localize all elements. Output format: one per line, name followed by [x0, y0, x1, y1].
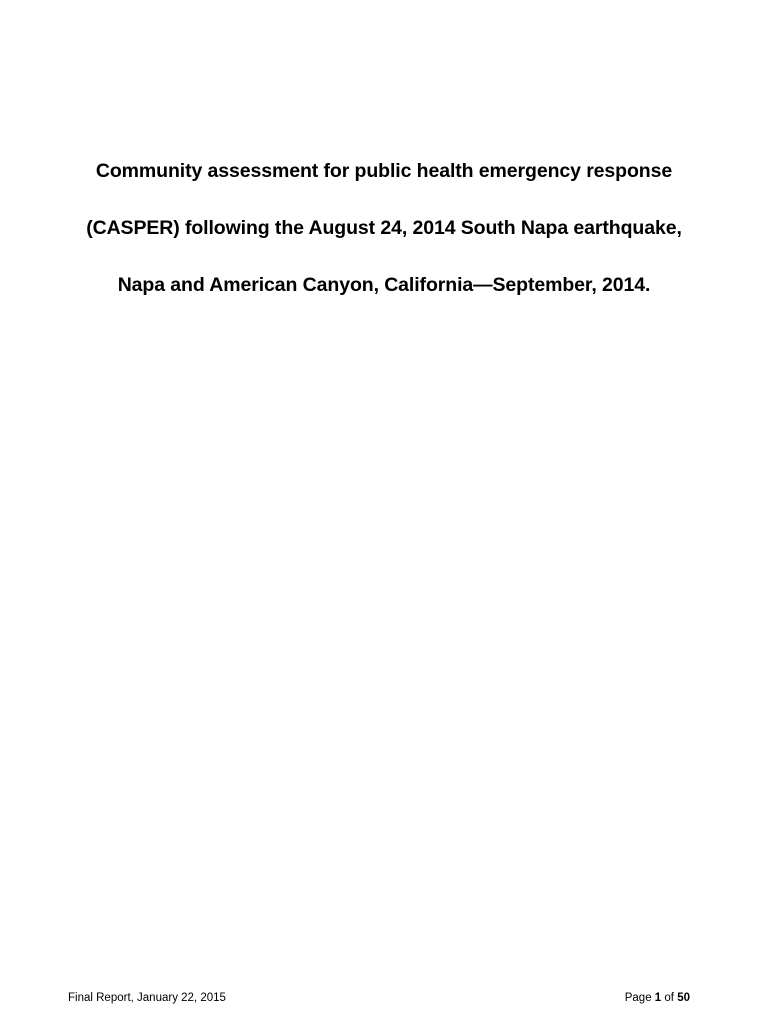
- of-label: of: [664, 992, 674, 1004]
- title-line-2: (CASPER) following the August 24, 2014 South Napa earthquake,: [86, 217, 682, 239]
- page-footer: [68, 989, 690, 1007]
- title-line-1: Community assessment for public health emergency response: [95, 160, 673, 182]
- footer-report-date: Final Report, January 22, 2015: [68, 992, 226, 1004]
- page-label: Page: [624, 992, 652, 1004]
- document-title: [40, 152, 728, 323]
- footer-page-counter: [625, 989, 690, 1007]
- title-line-3: Napa and American Canyon, California—September, 2014.: [117, 274, 651, 296]
- page-total: 50: [677, 992, 690, 1004]
- page-number: 1: [654, 992, 662, 1004]
